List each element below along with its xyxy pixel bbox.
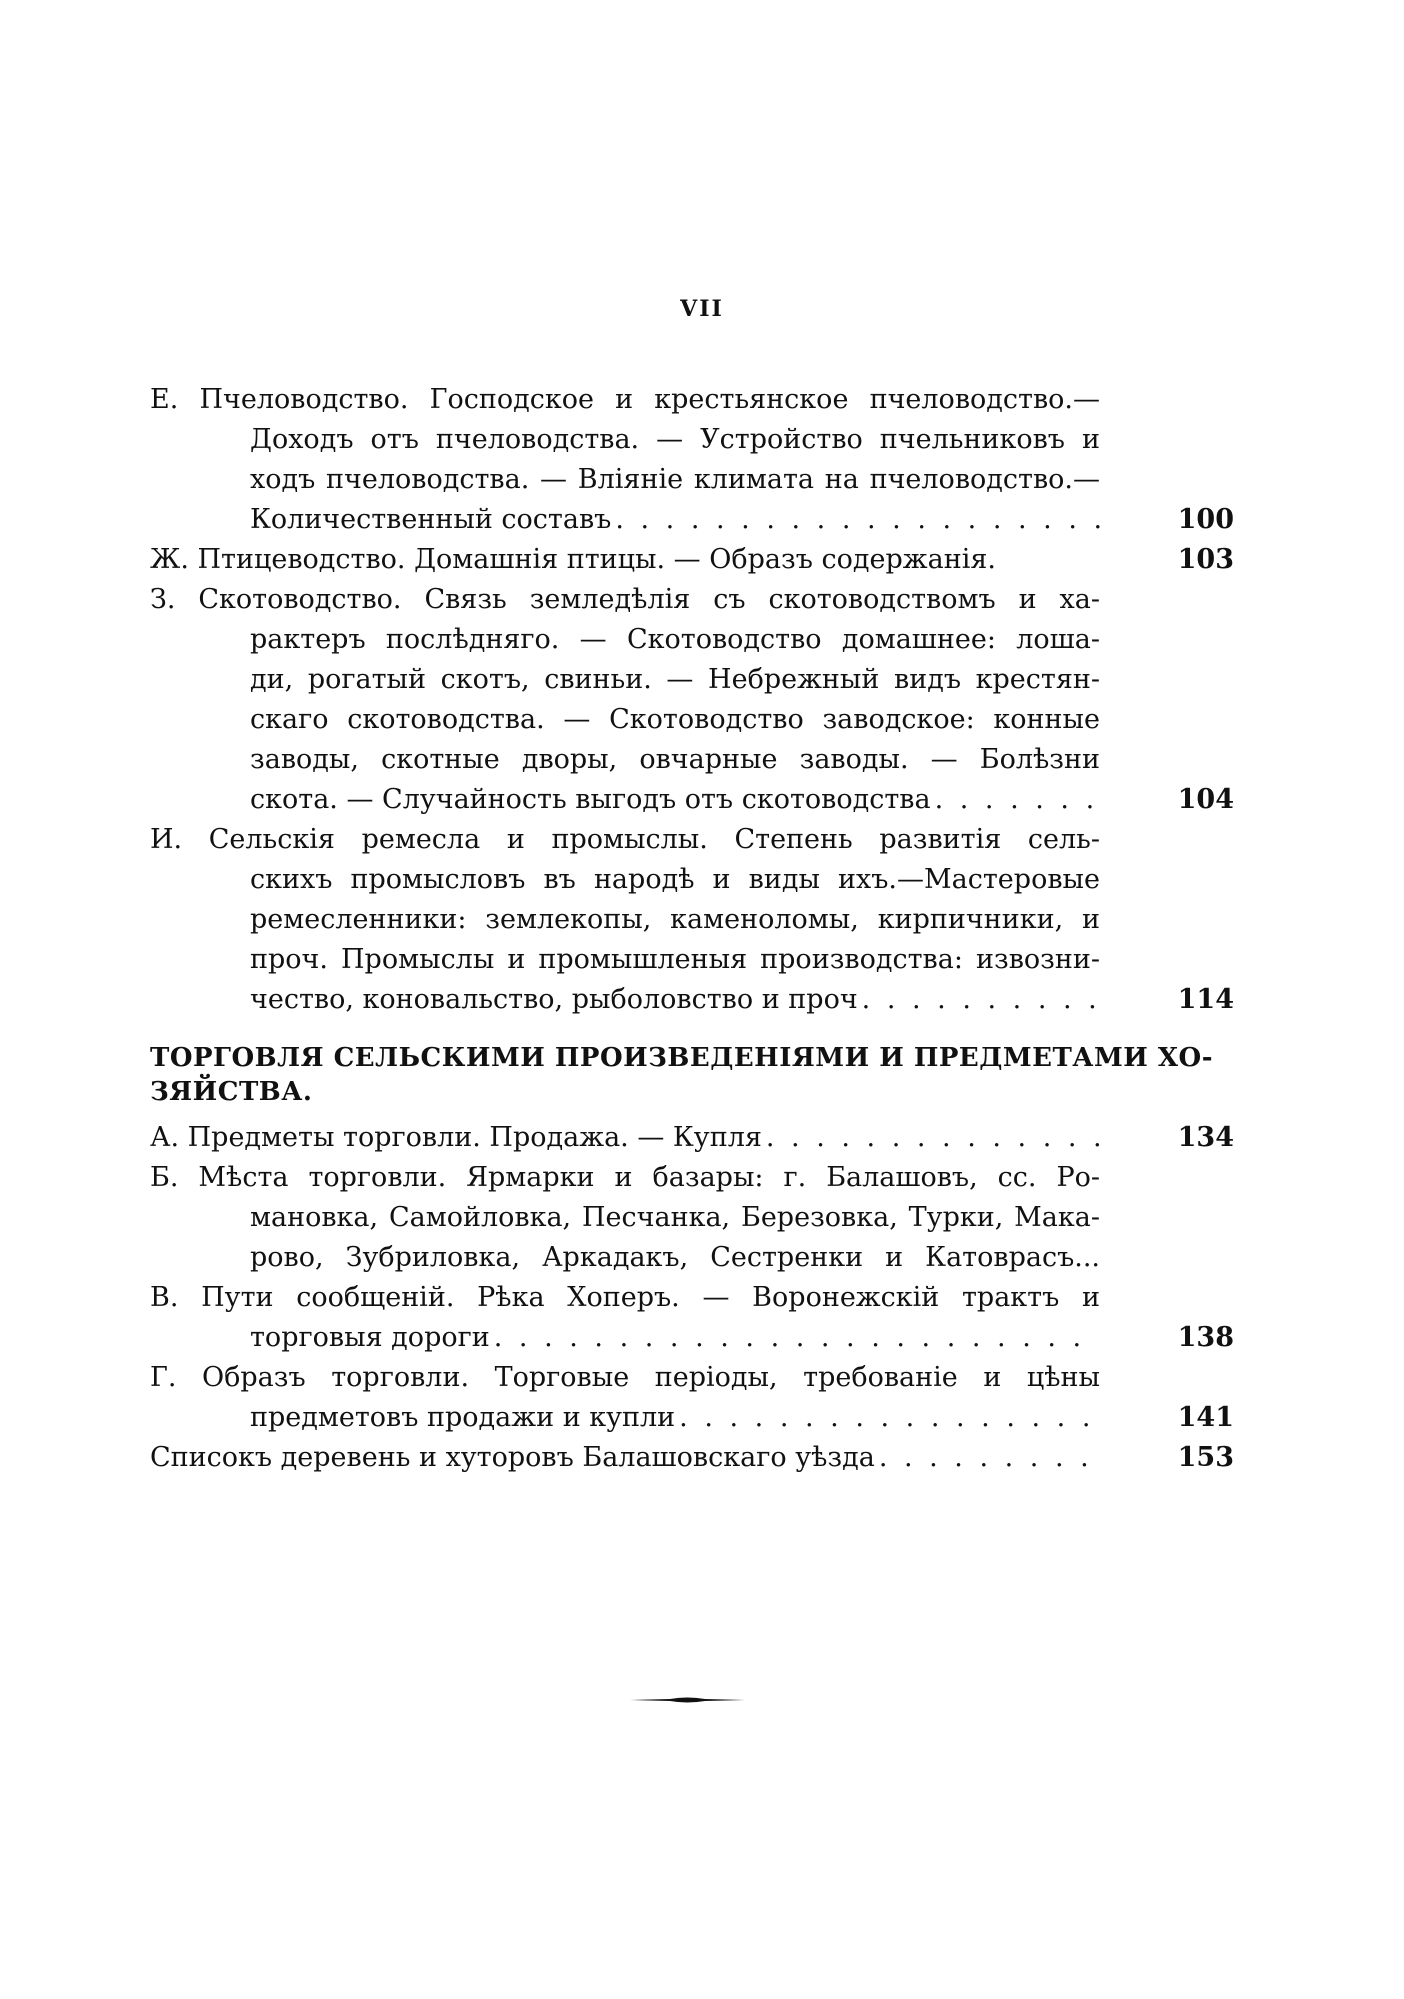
- page-number: VII: [680, 296, 724, 322]
- toc-page-number: 153: [1177, 1442, 1234, 1473]
- toc-entry-poultry: Ж. Птицеводство. Домашнія птицы. — Образъ содержанія.: [150, 544, 996, 575]
- dot-leader: [935, 780, 1100, 820]
- toc-page-number: 141: [1177, 1402, 1234, 1433]
- toc-entry-cattle-line1: З. Скотоводство. Связь земледѣлія съ скотоводствомъ и ха-: [150, 584, 1100, 615]
- toc-entry-routes-line1: В. Пути сообщеній. Рѣка Хоперъ. — Воронежскій трактъ и: [150, 1282, 1100, 1313]
- toc-entry-text: А. Предметы торговли. Продажа. — Купля: [150, 1122, 762, 1153]
- toc-entry-markets-line2: мановка, Самойловка, Песчанка, Березовка, Турки, Мака-: [250, 1202, 1100, 1233]
- toc-entry-trade-way-line2: [250, 1398, 1100, 1438]
- toc-entry-routes-line2: [250, 1318, 1100, 1358]
- toc-entry-text: Списокъ деревень и хуторовъ Балашовскаго уѣзда: [150, 1442, 875, 1473]
- section-heading-line2: ЗЯЙСТВА.: [150, 1077, 313, 1107]
- toc-entry-markets-line1: Б. Мѣста торговли. Ярмарки и базары: г. Балашовъ, сс. Ро-: [150, 1162, 1100, 1193]
- toc-entry-crafts-line3: ремесленники: землекопы, каменоломы, кирпичники, и: [250, 904, 1100, 935]
- toc-page-number: 100: [1177, 504, 1234, 535]
- toc-entry-cattle-line5: заводы, скотные дворы, овчарные заводы. — Болѣзни: [250, 744, 1100, 775]
- toc-entry-crafts-line2: скихъ промысловъ въ народѣ и виды ихъ.—Мастеровые: [250, 864, 1100, 895]
- toc-page-number: 104: [1177, 784, 1234, 815]
- toc-entry-crafts-line5: [250, 980, 1100, 1020]
- toc-entry-text: предметовъ продажи и купли: [250, 1402, 676, 1433]
- toc-page-number: 134: [1177, 1122, 1234, 1153]
- toc-entry-bee-keeping-line4: [250, 500, 1100, 540]
- dot-leader: [494, 1318, 1100, 1358]
- toc-entry-text: чество, коновальство, рыболовство и проч: [250, 984, 858, 1015]
- toc-entry-cattle-line6: [250, 780, 1100, 820]
- toc-entry-bee-keeping-line2: Доходъ отъ пчеловодства. — Устройство пчельниковъ и: [250, 424, 1100, 455]
- toc-entry-text: торговыя дороги: [250, 1322, 490, 1353]
- toc-entry-cattle-line3: ди, рогатый скотъ, свиньи. — Небрежный видъ крестян-: [250, 664, 1100, 695]
- toc-entry-crafts-line1: И. Сельскія ремесла и промыслы. Степень развитія сель-: [150, 824, 1100, 855]
- dot-leader: [679, 1398, 1100, 1438]
- toc-entry-cattle-line2: рактеръ послѣдняго. — Скотоводство домашнее: лоша-: [250, 624, 1100, 655]
- toc-entry-trade-way-line1: Г. Образъ торговли. Торговые періоды, требованіе и цѣны: [150, 1362, 1100, 1393]
- toc-entry-bee-keeping-line1: Е. Пчеловодство. Господское и крестьянское пчеловодство.—: [150, 384, 1100, 415]
- toc-entry-bee-keeping-line3: ходъ пчеловодства. — Вліяніе климата на пчеловодство.—: [250, 464, 1100, 495]
- toc-entry-villages-list: [150, 1438, 1100, 1478]
- toc-entry-text: скота. — Случайность выгодъ отъ скотоводства: [250, 784, 931, 815]
- toc-entry-trade-items: [150, 1118, 1100, 1158]
- dot-leader: [766, 1118, 1100, 1158]
- toc-entry-crafts-line4: проч. Промыслы и промышленыя производства: извозни-: [250, 944, 1100, 975]
- ornamental-rule: [630, 1696, 745, 1704]
- toc-entry-text: Количественный составъ: [250, 504, 612, 535]
- section-heading-line1: ТОРГОВЛЯ СЕЛЬСКИМИ ПРОИЗВЕДЕНІЯМИ И ПРЕДМЕТАМИ ХО-: [150, 1043, 1213, 1073]
- dot-leader: [879, 1438, 1100, 1478]
- toc-entry-markets-line3: рово, Зубриловка, Аркадакъ, Сестренки и Катоврасъ...: [250, 1242, 1100, 1273]
- dot-leader: [615, 500, 1100, 540]
- dot-leader: [862, 980, 1100, 1020]
- toc-entry-cattle-line4: скаго скотоводства. — Скотоводство заводское: конные: [250, 704, 1100, 735]
- toc-page-number: 114: [1177, 984, 1234, 1015]
- toc-page-number: 138: [1177, 1322, 1234, 1353]
- toc-page-number: 103: [1177, 544, 1234, 575]
